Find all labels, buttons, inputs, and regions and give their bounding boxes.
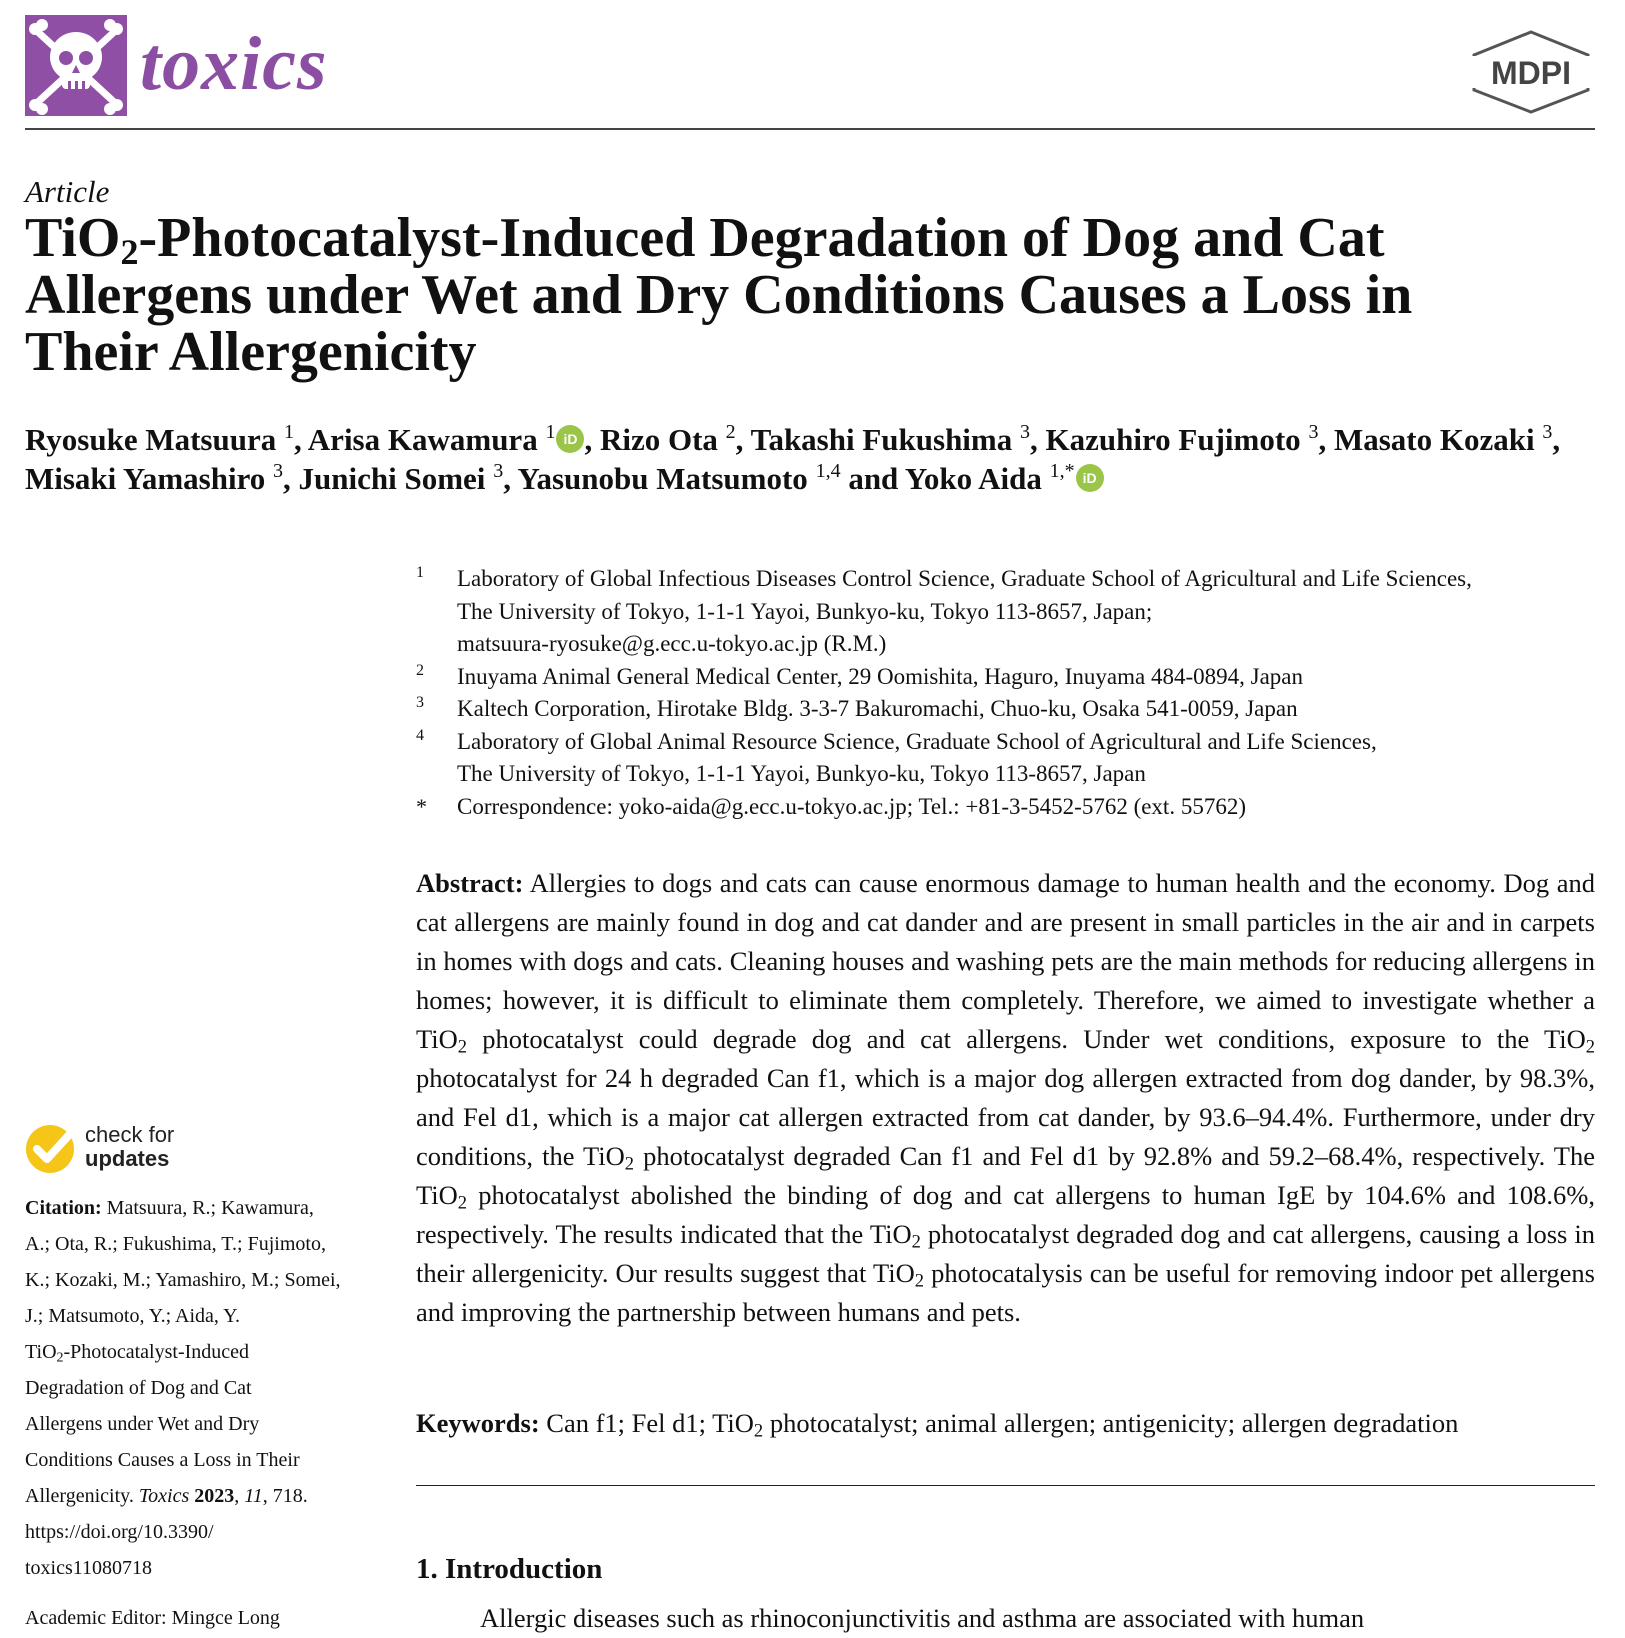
keywords: Keywords: Can f1; Fel d1; TiO$_2$ photocatalyst; animal allergen; antigenicity; allergen degradation bbox=[416, 1408, 1459, 1442]
author-name: Yasunobu Matsumoto bbox=[517, 461, 808, 496]
academic-editor: Academic Editor: Mingce Long bbox=[25, 1607, 280, 1629]
author-name: Yoko Aida bbox=[904, 461, 1042, 496]
journal-logo bbox=[25, 15, 127, 116]
author-name: Rizo Ota bbox=[599, 422, 718, 457]
orcid-icon[interactable]: iD bbox=[556, 425, 584, 453]
skull-crossbones-icon bbox=[25, 15, 127, 116]
author-name: Takashi Fukushima bbox=[750, 422, 1013, 457]
keywords-label: Keywords: bbox=[416, 1408, 540, 1438]
check-updates-icon bbox=[25, 1123, 77, 1175]
header-divider bbox=[25, 128, 1595, 130]
abstract-label: Abstract: bbox=[416, 868, 524, 898]
author-name: Masato Kozaki bbox=[1333, 422, 1535, 457]
author-name: Misaki Yamashiro bbox=[25, 461, 266, 496]
journal-name: toxics bbox=[140, 22, 328, 106]
publisher-logo bbox=[1468, 30, 1594, 114]
orcid-icon[interactable]: iD bbox=[1076, 464, 1104, 492]
email-link[interactable]: matsuura-ryosuke@g.ecc.u-tokyo.ac.jp (R.M.) bbox=[457, 631, 887, 656]
affiliation-item: 1 Laboratory of Global Infectious Diseases Control Science, Graduate School of Agricultural and Life Sciences, The University of Tokyo, 1-1-1 Yayoi, Bunkyo-ku, Tokyo 113-8657, Japan; matsuura-ryosuke@g.ecc.u-tokyo.ac.jp (R.M.) bbox=[416, 563, 1606, 661]
article-title: TiO$_2$-Photocatalyst-Induced Degradation of Dog and Cat Allergens under Wet and Dry Conditions Causes a Loss in Their Allergenicity bbox=[25, 207, 1413, 383]
author-list: Ryosuke Matsuura $^1$, Arisa Kawamura $^1$ iD , Rizo Ota $^2$, Takashi Fukushima $^3$, Kazuhiro Fujimoto $^3$, Masato Kozaki $^3$, Misaki Yamashiro $^3$, Junichi Somei $^3$, Yasunobu Matsumoto $^{1,4}$ and Yoko Aida $^{1,*}$ iD bbox=[25, 421, 1561, 496]
body-paragraph: Allergic diseases such as rhinoconjunctivitis and asthma are associated with human bbox=[480, 1603, 1365, 1633]
author-name: Arisa Kawamura bbox=[307, 422, 538, 457]
section-divider bbox=[416, 1485, 1595, 1486]
affiliations bbox=[416, 563, 1606, 823]
check-for-updates-button[interactable]: check for updates bbox=[25, 1123, 195, 1175]
citation: Citation: Matsuura, R.; Kawamura, A.; Ota, R.; Fukushima, T.; Fujimoto, K.; Kozaki, M.; Yamashiro, M.; Somei, J.; Matsumoto, Y.; Aida, Y. TiO$_2$-Photocatalyst-Induced Degradation of Dog and Cat Allergens under Wet and Dry Conditions Causes a Loss in Their Allergenicity. Toxics 2023, 11, 718. https://doi.org/10.3390/ toxics11080718 bbox=[25, 1190, 380, 1586]
article-type: Article bbox=[25, 174, 110, 209]
publisher-name: MDPI bbox=[1491, 55, 1571, 91]
affiliation-item: 4 Laboratory of Global Animal Resource Science, Graduate School of Agricultural and Life Sciences, The University of Tokyo, 1-1-1 Yayoi, Bunkyo-ku, Tokyo 113-8657, Japan bbox=[416, 726, 1377, 786]
affiliation-item: 3 Kaltech Corporation, Hirotake Bldg. 3-3-7 Bakuromachi, Chuo-ku, Osaka 541-0059, Japan bbox=[416, 694, 1298, 721]
author-name: Kazuhiro Fujimoto bbox=[1045, 422, 1301, 457]
doi-link[interactable]: https://doi.org/10.3390/ bbox=[25, 1521, 214, 1543]
abstract: Abstract: Allergies to dogs and cats can cause enormous damage to human health and the economy. Dog and cat allergens are mainly found in dog and cat dander and are present in small particles in the air and in carpets in homes with dogs and cats. Cleaning houses and washing pets are the main methods for reducing allergens in homes; however, it is difficult to eliminate them completely. Therefore, we aimed to investigate whether a TiO$_2$ photocatalyst could degrade dog and cat allergens. Under wet conditions, exposure to the TiO$_2$ photocatalyst for 24 h degraded Can f1, which is a major dog allergen extracted from dog dander, by 98.3%, and Fel d1, which is a major cat allergen extracted from cat dander, by 93.6–94.4%. Furthermore, under dry conditions, the TiO$_2$ photocatalyst degraded Can f1 and Fel d1 by 92.8% and 59.2–68.4%, respectively. The TiO$_2$ photocatalyst abolished the binding of dog and cat allergens to human IgE by 104.6% and 108.6%, respectively. The results indicated that the TiO$_2$ photocatalyst degraded dog and cat allergens, causing a loss in their allergenicity. Our results suggest that TiO$_2$ photocatalysis can be useful for removing indoor pet allergens and improving the partnership between humans and pets. bbox=[416, 868, 1595, 1327]
author-name: Ryosuke Matsuura bbox=[25, 422, 277, 457]
affiliation-item: 2 Inuyama Animal General Medical Center, 29 Oomishita, Haguro, Inuyama 484-0894, Japan bbox=[416, 661, 1304, 689]
correspondence: * Correspondence: yoko-aida@g.ecc.u-tokyo.ac.jp; Tel.: +81-3-5452-5762 (ext. 55762) bbox=[416, 793, 1246, 819]
section-heading: 1. Introduction bbox=[416, 1553, 603, 1585]
author-name: Junichi Somei bbox=[298, 461, 486, 496]
doi-link[interactable]: toxics11080718 bbox=[25, 1557, 153, 1579]
